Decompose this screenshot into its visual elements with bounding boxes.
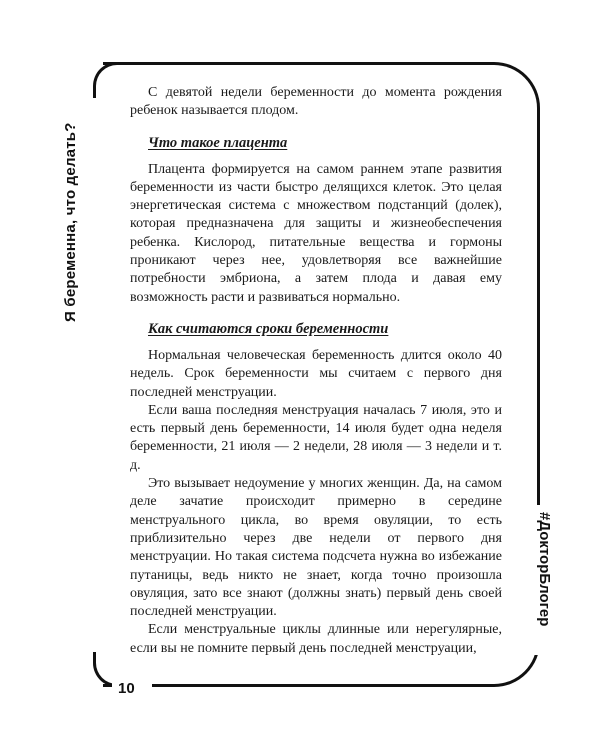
- paragraph-ovulation: Это вызывает недоумение у многих женщин. Да, на самом деле зачатие происходит примерно в середине менструального цикла, во время овуляции, то есть приблизительно через две недели от первого дня менструации. Но такая система подсчета нужна во избежание путаницы, ведь никто не знает, когда точно произошла овуляция, зато все знают (должны знать) первый день своей последней менструации.: [130, 476, 502, 620]
- heading-pregnancy-terms: Как считаются сроки беременности: [148, 320, 389, 337]
- paragraph-example: Если ваша последняя менструация началась 7 июля, это и есть первый день беременности, 14 июля будет одна неделя беременности, 21 июля — 2 недели, 28 июля — 3 недели и т. д.: [130, 402, 502, 473]
- page-frame-corner-top: [93, 62, 123, 98]
- paragraph-duration: Нормальная человеческая беременность длится около 40 недель. Срок беременности мы считаем с первого дня последней менструации.: [130, 347, 502, 400]
- side-title: Я беременна, что делать?: [62, 122, 79, 322]
- paragraph-fetus: С девятой недели беременности до момента рождения ребенок называется плодом.: [130, 85, 502, 119]
- page-content: [130, 84, 502, 658]
- heading-placenta: Что такое плацента: [148, 134, 288, 151]
- paragraph-irregular: Если менструальные циклы длинные или нерегулярные, если вы не помните первый день последней менструации,: [130, 622, 502, 656]
- page-number: 10: [118, 680, 135, 697]
- paragraph-placenta: Плацента формируется на самом раннем этапе развития беременности из части быстро делящихся клеток. Это целая энергетическая система с множеством подстанций (долек), которая предназначена для защиты и жизнеобеспечения ребенка. Кислород, питательные вещества и гормоны проникают через нее, удовлетворяя все важнейшие потребности эмбриона, а затем плода и давая ему возможность расти и развиваться нормально.: [130, 161, 502, 305]
- side-hashtag: #ДокторБлогер: [536, 512, 553, 627]
